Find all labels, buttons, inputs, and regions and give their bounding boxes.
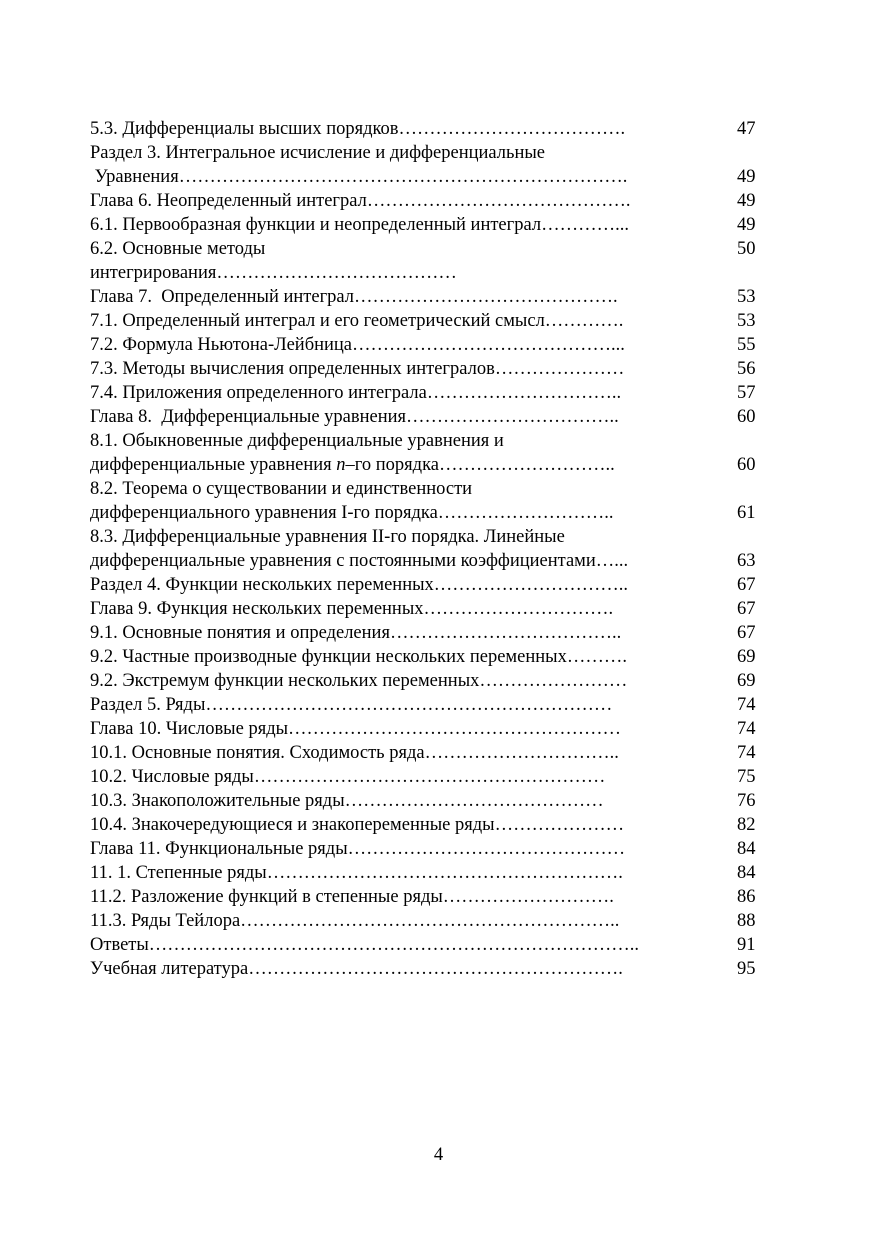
toc-entry-title: 7.3. Методы вычисления определенных интегралов………………… — [90, 359, 625, 379]
toc-entry-title: 10.2. Числовые ряды………………………………………………… — [90, 767, 606, 787]
toc-entry-title: 10.4. Знакочередующиеся и знакопеременные ряды………………… — [90, 815, 625, 835]
toc-entry-page: 56 — [737, 359, 756, 379]
toc-entry-title-part: дифференциальные уравнения — [90, 455, 337, 475]
toc-entry-page: 74 — [737, 719, 756, 739]
toc-entry-page: 76 — [737, 791, 756, 811]
toc-entry-page: 60 — [737, 455, 756, 475]
toc-entry-title — [90, 453, 615, 477]
toc-entry — [90, 717, 770, 741]
toc-entry — [90, 405, 770, 429]
toc-entry-title: Уравнения………………………………………………………………. — [90, 167, 628, 187]
toc-entry-title: 10.1. Основные понятия. Сходимость ряда………………………….. — [90, 743, 619, 763]
toc-entry — [90, 213, 770, 237]
toc-entry-title: дифференциального уравнения I-го порядка……………………….. — [90, 503, 614, 523]
toc-entry-page: 67 — [737, 575, 756, 595]
toc-entry — [90, 693, 770, 717]
toc-entry — [90, 621, 770, 645]
toc-entry — [90, 837, 770, 861]
toc-entry — [90, 501, 770, 525]
toc-entry-title: Раздел 3. Интегральное исчисление и дифференциальные — [90, 143, 546, 163]
toc-entry — [90, 885, 770, 909]
toc-entry-page: 47 — [737, 119, 756, 139]
toc-entry — [90, 357, 770, 381]
toc-entry-page: 84 — [737, 863, 756, 883]
toc-entry — [90, 117, 770, 141]
toc-entry — [90, 765, 770, 789]
toc-entry-page: 74 — [737, 743, 756, 763]
toc-entry-page: 60 — [737, 407, 756, 427]
toc-entry-page: 50 — [737, 239, 756, 259]
toc-entry — [90, 189, 770, 213]
toc-entry — [90, 861, 770, 885]
toc-entry-title: Раздел 5. Ряды………………………………………………………… — [90, 695, 613, 715]
toc-entry — [90, 237, 770, 261]
toc-entry-title: 8.2. Теорема о существовании и единственности — [90, 479, 473, 499]
toc-entry-page: 84 — [737, 839, 756, 859]
toc-entry — [90, 453, 770, 477]
toc-entry-page: 67 — [737, 599, 756, 619]
toc-entry — [90, 645, 770, 669]
toc-entry-title-italic: n — [336, 455, 346, 475]
toc-entry-page: 67 — [737, 623, 756, 643]
toc-entry-page: 74 — [737, 695, 756, 715]
toc-entry-title: 6.1. Первообразная функции и неопределенный интеграл…………... — [90, 215, 629, 235]
toc-entry-title: 9.1. Основные понятия и определения……………………………….. — [90, 623, 622, 643]
toc-entry-title: 10.3. Знакоположительные ряды…………………………………… — [90, 791, 604, 811]
toc-entry-title: 9.2. Частные производные функции нескольких переменных………. — [90, 647, 627, 667]
toc-entry-page: 91 — [737, 935, 756, 955]
toc-entry-page: 53 — [737, 311, 756, 331]
toc-entry — [90, 741, 770, 765]
toc-entry-page: 55 — [737, 335, 756, 355]
toc-entry-page: 82 — [737, 815, 756, 835]
toc-entry — [90, 909, 770, 933]
toc-entry — [90, 141, 770, 165]
toc-entry — [90, 957, 770, 981]
toc-entry-page: 69 — [737, 671, 756, 691]
toc-entry — [90, 573, 770, 597]
toc-entry-title: 11.2. Разложение функций в степенные ряды………………………. — [90, 887, 614, 907]
toc-entry-title: Глава 9. Функция нескольких переменных…………………………. — [90, 599, 614, 619]
toc-entry-title: дифференциальные уравнения с постоянными коэффициентами…... — [90, 551, 629, 571]
toc-entry-title: 11.3. Ряды Тейлора…………………………………………………….. — [90, 911, 620, 931]
toc-entry-page: 95 — [737, 959, 756, 979]
toc-entry — [90, 165, 770, 189]
toc-entry-title: 7.1. Определенный интеграл и его геометрический смысл…………. — [90, 311, 624, 331]
toc-entry — [90, 309, 770, 333]
toc-entry-page: 61 — [737, 503, 756, 523]
toc-entry-page: 88 — [737, 911, 756, 931]
toc-entry-title: Ответы…………………………………………………………………….. — [90, 935, 640, 955]
toc-entry-page: 57 — [737, 383, 756, 403]
toc-entry-title: Глава 7. Определенный интеграл……………………………………. — [90, 287, 618, 307]
toc-entry-title: Глава 10. Числовые ряды……………………………………………… — [90, 719, 622, 739]
toc-entry-title: Учебная литература……………………………………………………. — [90, 959, 623, 979]
toc-entry — [90, 477, 770, 501]
toc-entry — [90, 429, 770, 453]
toc-entry — [90, 933, 770, 957]
toc-entry-page: 49 — [737, 191, 756, 211]
toc-entry — [90, 525, 770, 549]
toc-entry-title: Глава 11. Функциональные ряды……………………………………… — [90, 839, 626, 859]
toc-entry-title: 5.3. Дифференциалы высших порядков………………………………. — [90, 119, 626, 139]
toc-entry-title: 8.3. Дифференциальные уравнения II-го порядка. Линейные — [90, 527, 565, 547]
toc-entry — [90, 669, 770, 693]
toc-entry-page: 49 — [737, 215, 756, 235]
toc-entry-title: Раздел 4. Функции нескольких переменных………………………….. — [90, 575, 629, 595]
toc-entry-title: 7.2. Формула Ньютона-Лейбница……………………………………... — [90, 335, 625, 355]
toc-entry-page: 69 — [737, 647, 756, 667]
toc-entry-title: 6.2. Основные методы — [90, 239, 266, 259]
toc-entry — [90, 549, 770, 573]
toc-entry — [90, 333, 770, 357]
toc-entry-page: 75 — [737, 767, 756, 787]
toc-entry — [90, 261, 770, 285]
toc-entry — [90, 381, 770, 405]
toc-entry-title: интегрирования………………………………… — [90, 263, 457, 283]
toc-entry-page: 49 — [737, 167, 756, 187]
toc-entry-title: Глава 6. Неопределенный интеграл……………………………………. — [90, 191, 631, 211]
toc-entry-title: 9.2. Экстремум функции нескольких переменных…………………… — [90, 671, 628, 691]
page-number: 4 — [433, 1145, 444, 1165]
toc-entry — [90, 285, 770, 309]
toc-entry-title: 11. 1. Степенные ряды…………………………………………………. — [90, 863, 623, 883]
toc-entry — [90, 813, 770, 837]
toc-entry — [90, 789, 770, 813]
toc-entry-title: Глава 8. Дифференциальные уравнения…………………………….. — [90, 407, 619, 427]
toc-entry-page: 63 — [737, 551, 756, 571]
toc-entry-title: 8.1. Обыкновенные дифференциальные уравнения и — [90, 431, 504, 451]
toc-entry-title: 7.4. Приложения определенного интеграла………………………….. — [90, 383, 622, 403]
toc-entry-page: 86 — [737, 887, 756, 907]
toc-entry — [90, 597, 770, 621]
table-of-contents — [90, 117, 770, 981]
toc-entry-title-part: –го порядка……………………….. — [345, 455, 615, 475]
toc-entry-page: 53 — [737, 287, 756, 307]
